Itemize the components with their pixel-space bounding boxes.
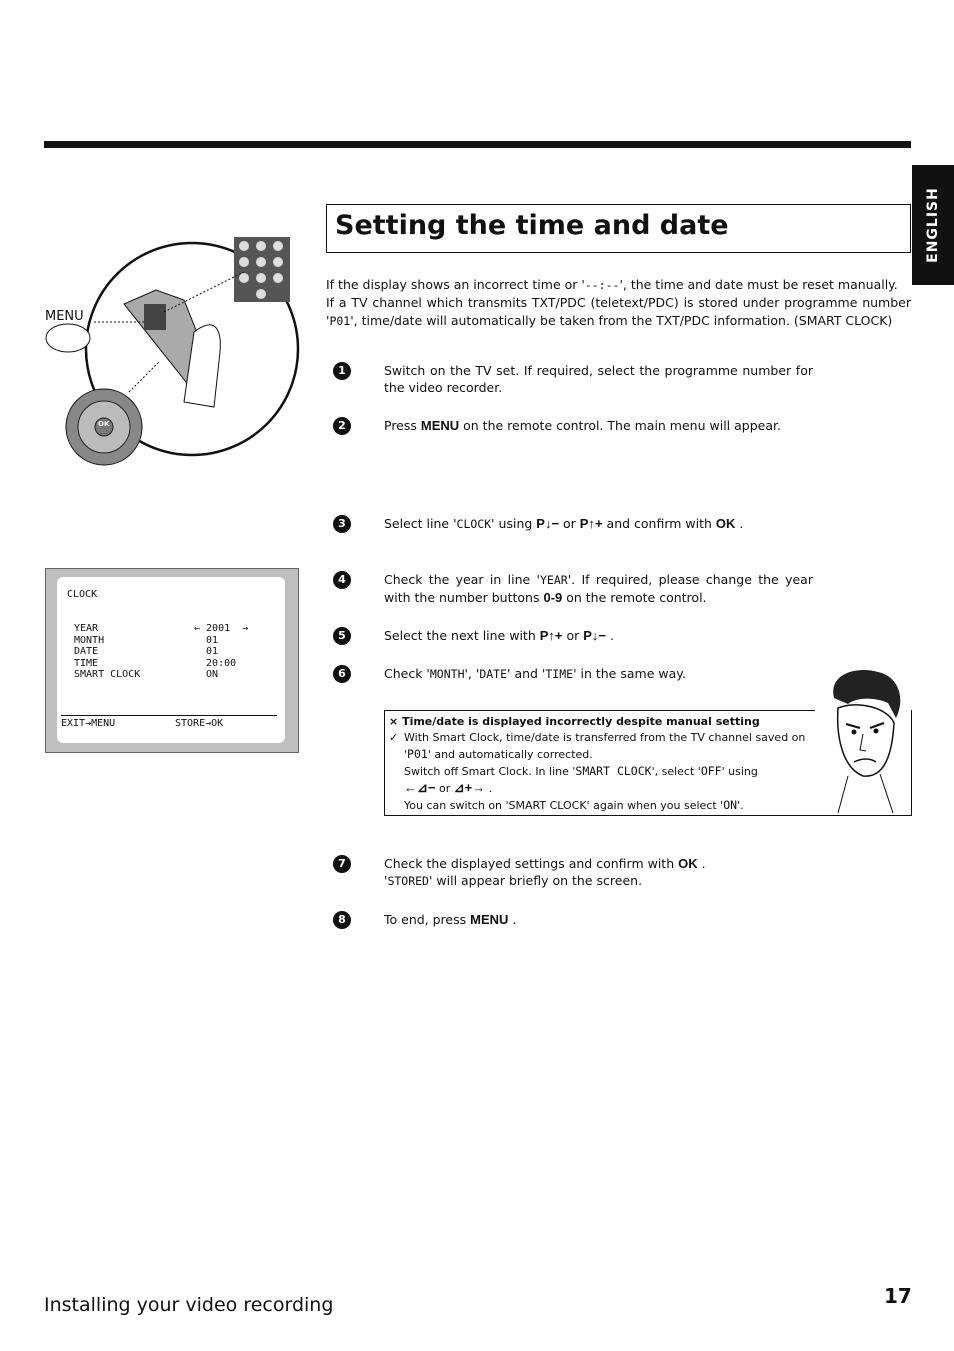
step-text: Check 'MONTH', 'DATE' and 'TIME' in the same way.: [384, 666, 686, 681]
language-tab-label: ENGLISH: [925, 187, 941, 263]
page-number: 17: [884, 1284, 912, 1308]
tip-top-rule: [385, 710, 815, 711]
step-number: 3: [333, 515, 351, 533]
step-text: Switch on the TV set. If required, select the programme number for the video recorder.: [384, 363, 813, 395]
step-number: 6: [333, 665, 351, 683]
cartoon-man-icon: [818, 668, 906, 813]
page-title: Setting the time and date: [335, 210, 729, 241]
intro-line-1: If the display shows an incorrect time or '--:--', the time and date must be reset manually.: [326, 277, 898, 292]
step-2: [333, 417, 813, 434]
step-6: [333, 665, 813, 683]
check-icon: ✓: [389, 731, 399, 744]
step-3: [333, 515, 813, 533]
step-number: 1: [333, 362, 351, 380]
osd-title: CLOCK: [67, 589, 98, 600]
tip-line: Switch off Smart Clock. In line 'SMART CLOCK', select 'OFF' using: [404, 764, 758, 778]
intro: [326, 276, 911, 330]
osd-row-value: 01: [194, 646, 219, 657]
osd-screen: [57, 577, 285, 743]
tv-screen: [45, 568, 299, 753]
step-1: [333, 362, 813, 396]
osd-row-value: 01: [194, 634, 219, 646]
tip-line: ✓ With Smart Clock, time/date is transferred from the TV channel saved on: [389, 731, 806, 744]
ok-button-label: OK: [98, 420, 110, 428]
osd-exit: EXIT→MENU: [61, 718, 116, 729]
osd-row-value: 20:00: [194, 657, 237, 669]
osd-row-label: YEAR: [74, 623, 99, 634]
title-box: [326, 204, 911, 253]
tip-heading: × Time/date is displayed incorrectly despite manual setting: [389, 715, 760, 728]
step-number: 4: [333, 571, 351, 589]
remote-control-icon: [44, 232, 304, 470]
step-number: 5: [333, 627, 351, 645]
step-text: Select line 'CLOCK' using P↓− or P↑+ and confirm with OK .: [384, 516, 744, 531]
osd-store: STORE→OK: [175, 718, 224, 729]
tip-line: You can switch on 'SMART CLOCK' again when you select 'ON'.: [404, 798, 744, 812]
step-text: Press MENU on the remote control. The main menu will appear.: [384, 418, 781, 433]
osd-row-label: DATE: [74, 646, 99, 657]
step-text: Check the year in line 'YEAR'. If required, please change the year with the number buttons 0-9 on the remote control.: [384, 572, 813, 605]
cross-icon: ×: [389, 715, 399, 728]
step-7: [333, 855, 813, 890]
osd-row-value: ON: [194, 669, 219, 680]
osd-divider: [61, 715, 277, 716]
language-tab: [912, 165, 954, 285]
tip-line: ←⊿− or ⊿+→ .: [404, 780, 493, 795]
step-8: [333, 911, 813, 928]
footer-section-title: Installing your video recording: [44, 1294, 334, 1316]
osd-row-label: MONTH: [74, 634, 105, 646]
intro-line-2: If a TV channel which transmits TXT/PDC (teletext/PDC) is stored under programme number 'P01', time/date will automatically be taken from the TXT/PDC information. (SMART CLOCK): [326, 295, 911, 328]
remote-illustration: [44, 232, 304, 470]
osd-labels: [74, 623, 140, 681]
step-text: Select the next line with P↑+ or P↓− .: [384, 628, 614, 643]
step-number: 7: [333, 855, 351, 873]
step-text: Check the displayed settings and confirm with OK . 'STORED' will appear briefly on the screen.: [384, 856, 706, 888]
menu-label: MENU: [45, 309, 84, 324]
tip-line: 'P01' and automatically corrected.: [404, 747, 593, 761]
osd-row-label: SMART CLOCK: [74, 669, 141, 680]
osd-row-label: TIME: [74, 657, 99, 669]
step-number: 8: [333, 911, 351, 929]
osd-row-value: ← 2001 →: [194, 623, 249, 634]
step-text: To end, press MENU .: [384, 912, 517, 927]
step-number: 2: [333, 417, 351, 435]
step-4: [333, 571, 813, 606]
top-rule: [44, 141, 911, 148]
tip-text: [389, 714, 811, 814]
osd-values: [194, 623, 248, 681]
step-5: [333, 627, 813, 644]
